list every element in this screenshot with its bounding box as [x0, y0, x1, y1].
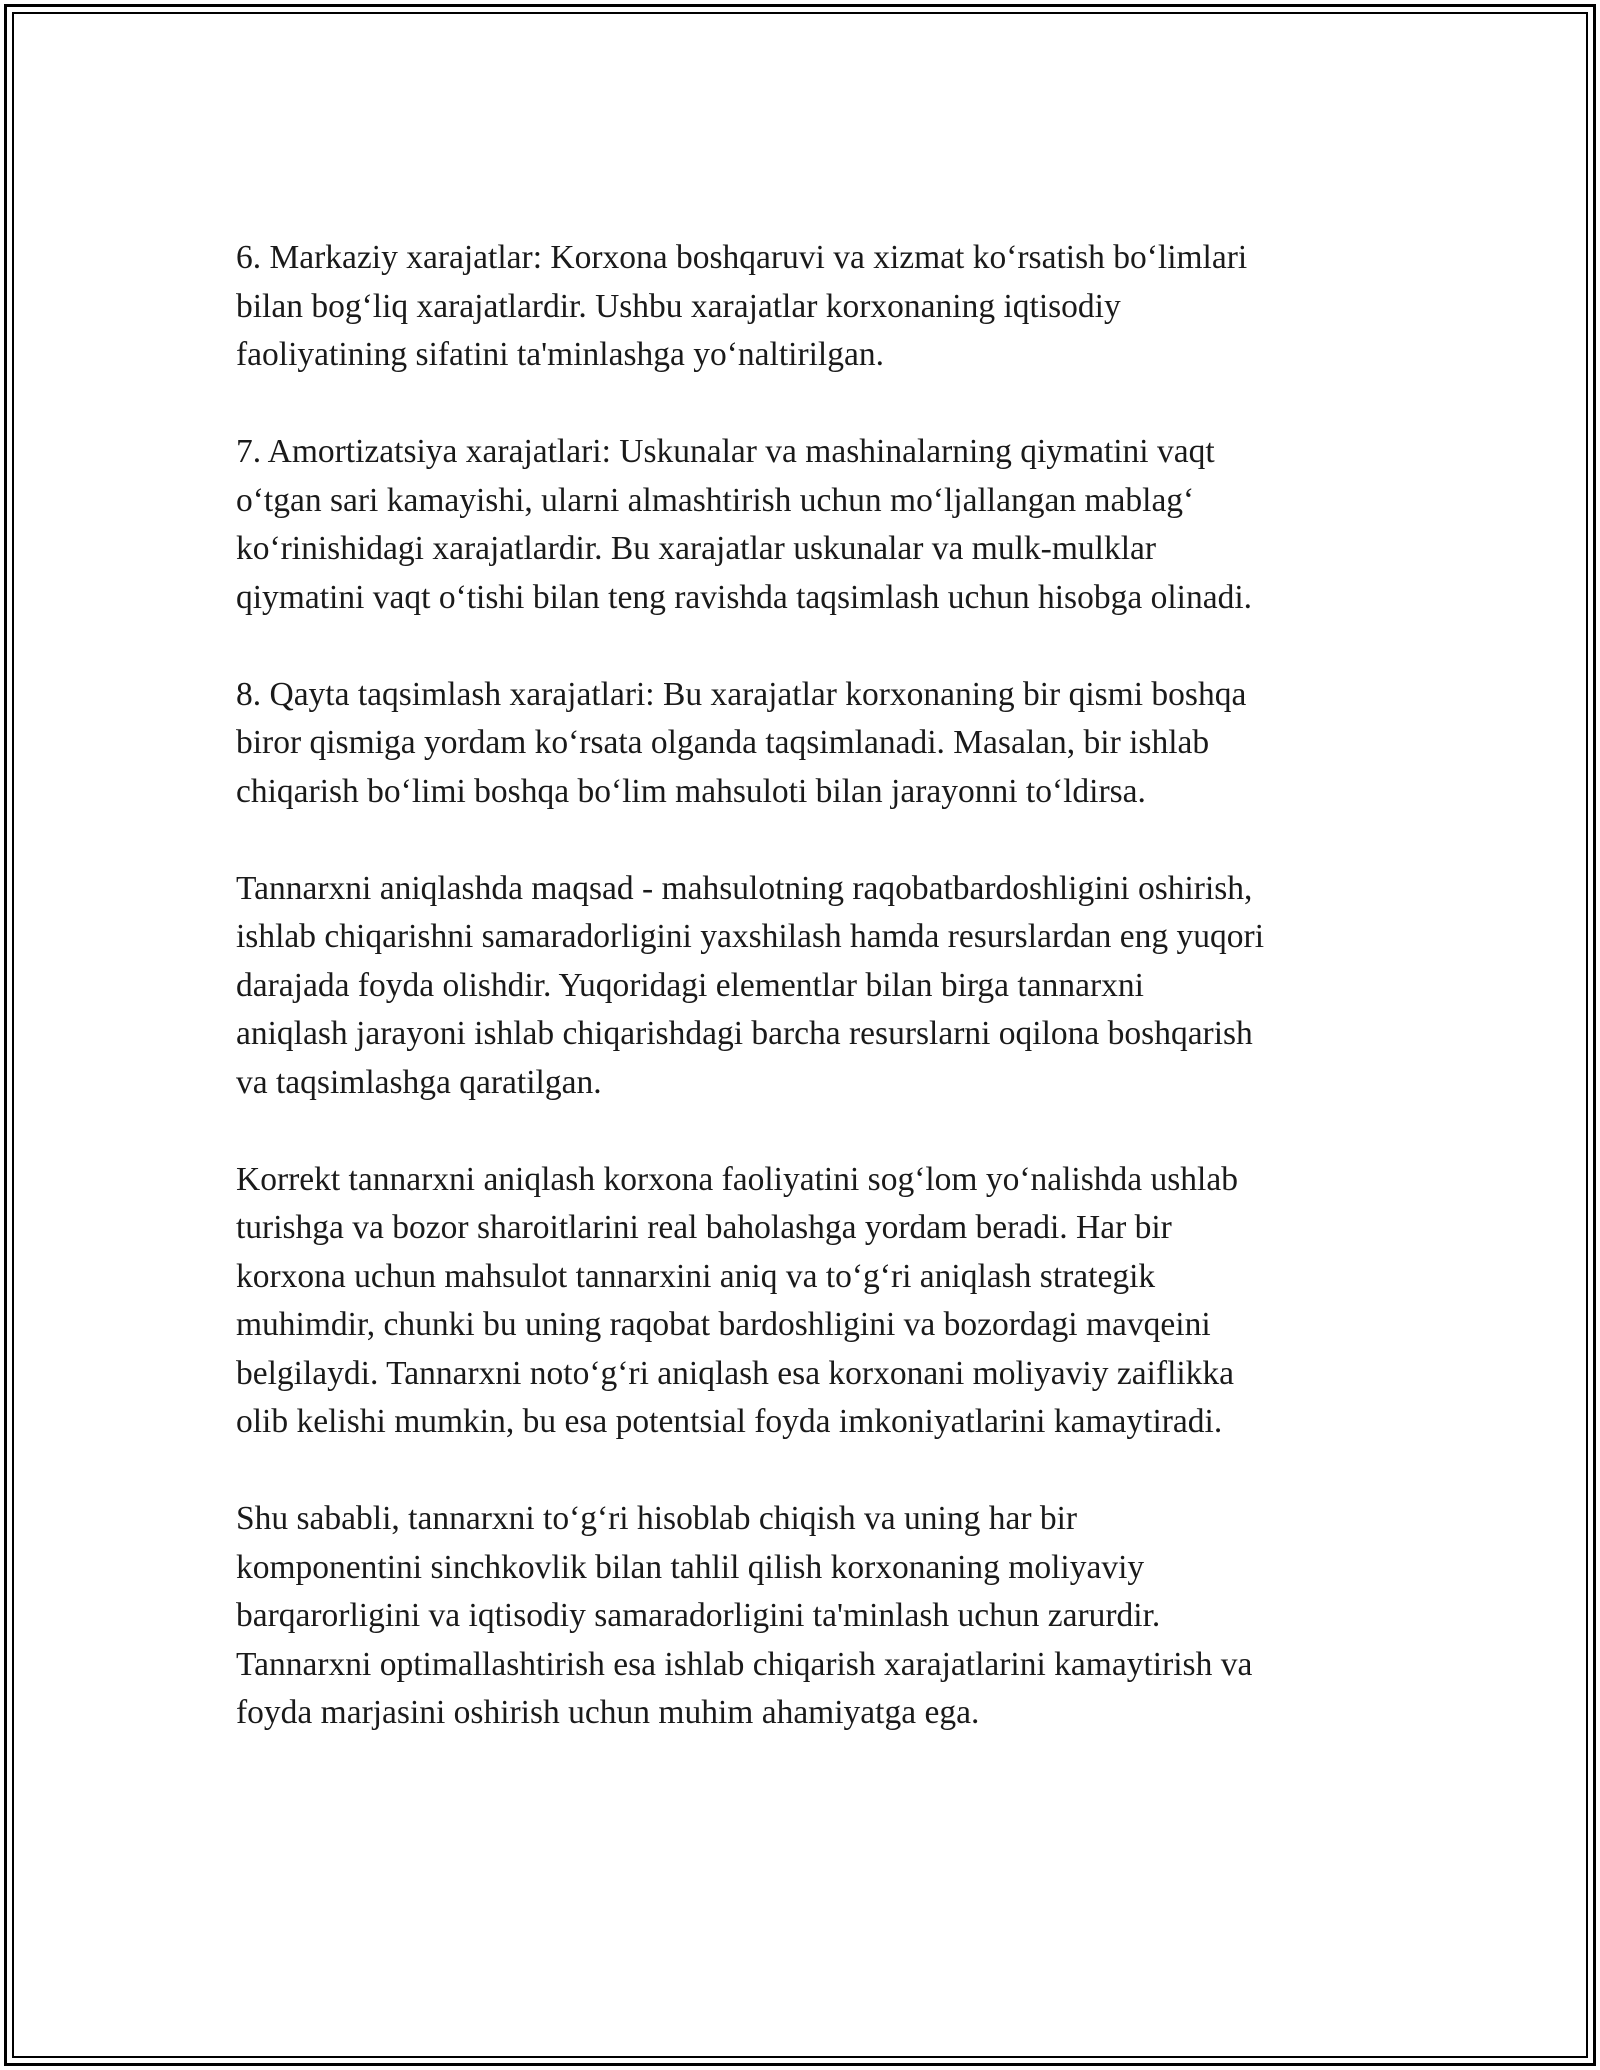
paragraph-conclusion: Shu sababli, tannarxni to‘g‘ri hisoblab chiqish va uning har bir komponentini sinchkovlik bilan tahlil qilish korxonaning moliyaviy barqarorligini va iqtisodiy samaradorligini ta'minlash uchun zarurdir. Tannarxni optimallashtirish esa ishlab chiqarish xarajatlarini kamaytirish va foyda marjasini oshirish uchun muhim ahamiyatga ega. [236, 1500, 1253, 1731]
document-body [236, 234, 1386, 1738]
paragraph-central-costs: 6. Markaziy xarajatlar: Korxona boshqaruvi va xizmat ko‘rsatish bo‘limlari bilan bog‘liq xarajatlardir. Ushbu xarajatlar korxonaning iqtisodiy faoliyatining sifatini ta'minlashga yo‘naltirilgan. [236, 239, 1248, 373]
paragraph-depreciation-costs: 7. Amortizatsiya xarajatlari: Uskunalar va mashinalarning qiymatini vaqt o‘tgan sari kamayishi, ularni almashtirish uchun mo‘ljallangan mablag‘ ko‘rinishidagi xarajatlardir. Bu xarajatlar uskunalar va mulk-mulklar qiymatini vaqt o‘tishi bilan teng ravishda taqsimlash uchun hisobga olinadi. [236, 433, 1253, 616]
paragraph-correct-costing: Korrekt tannarxni aniqlash korxona faoliyatini sog‘lom yo‘nalishda ushlab turishga va bozor sharoitlarini real baholashga yordam beradi. Har bir korxona uchun mahsulot tannarxini aniq va to‘g‘ri aniqlash strategik muhimdir, chunki bu uning raqobat bardoshligini va bozordagi mavqeini belgilaydi. Tannarxni noto‘g‘ri aniqlash esa korxonani moliyaviy zaiflikka olib kelishi mumkin, bu esa potentsial foyda imkoniyatlarini kamaytiradi. [236, 1160, 1238, 1440]
paragraph-redistribution-costs: 8. Qayta taqsimlash xarajatlari: Bu xarajatlar korxonaning bir qismi boshqa biror qismiga yordam ko‘rsata olganda taqsimlanadi. Masalan, bir ishlab chiqarish bo‘limi boshqa bo‘lim mahsuloti bilan jarayonni to‘ldirsa. [236, 675, 1247, 810]
paragraph-costing-purpose: Tannarxni aniqlashda maqsad - mahsulotning raqobatbardoshligini oshirish, ishlab chiqarishni samaradorligini yaxshilash hamda resurslardan eng yuqori darajada foyda olishdir. Yuqoridagi elementlar bilan birga tannarxni aniqlash jarayoni ishlab chiqarishdagi barcha resurslarni oqilona boshqarish va taqsimlashga qaratilgan. [236, 869, 1264, 1101]
